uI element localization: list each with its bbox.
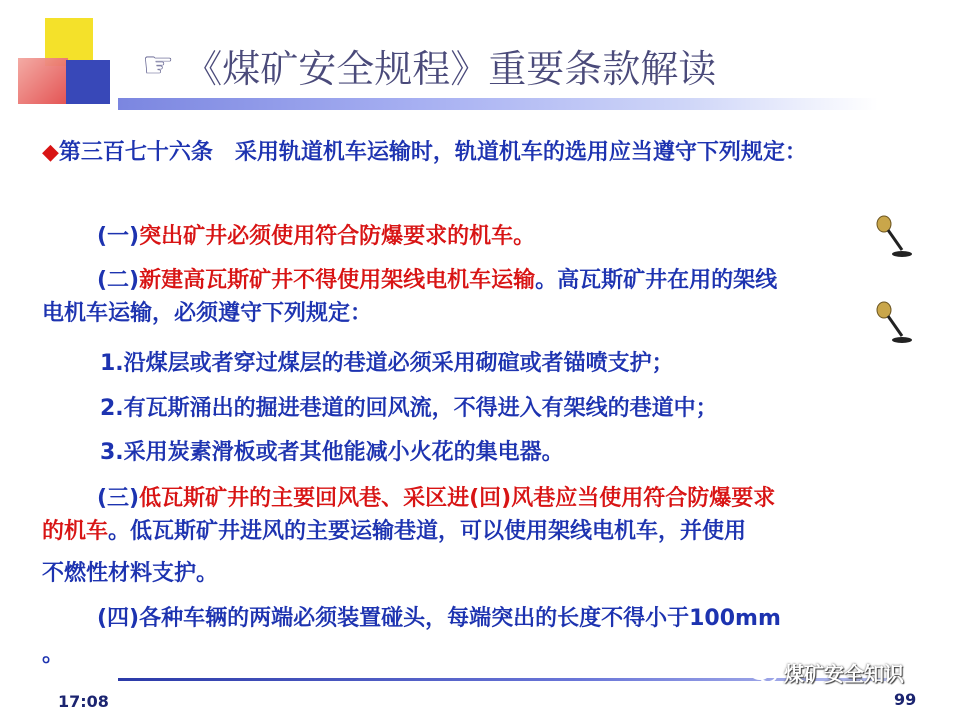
item-four-text: 各种车辆的两端必须装置碰头，每端突出的长度不得小于100mm [139, 606, 781, 631]
slide-title-text: 《煤矿安全规程》重要条款解读 [184, 46, 717, 91]
item-three [97, 482, 927, 515]
item-three-line3: 不燃性材料支护。 [42, 561, 219, 586]
microphone-icon[interactable] [872, 300, 912, 344]
item-two-blue-text: 。高瓦斯矿井在用的架线 [535, 268, 778, 293]
footer-time: 17:08 [58, 692, 109, 711]
item-one [97, 220, 897, 253]
page-number: 99 [894, 690, 917, 709]
item-three-label: (三) [97, 486, 140, 511]
item-four [97, 602, 927, 635]
decor-blue-square [66, 60, 110, 104]
diamond-bullet-icon: ◆ [42, 140, 59, 165]
item-one-label: (一) [97, 224, 140, 249]
article-text: 第三百七十六条 采用轨道机车运输时，轨道机车的选用应当遵守下列规定： [58, 140, 807, 165]
pointing-hand-icon: ☞ [142, 44, 175, 86]
wechat-icon [748, 660, 778, 686]
item-three-blue-text: 。低瓦斯矿井进风的主要运输巷道，可以使用架线电机车，并使用 [108, 519, 747, 544]
sub-item-1: 1.沿煤层或者穿过煤层的巷道必须采用砌碹或者锚喷支护； [100, 351, 674, 376]
watermark [748, 658, 904, 687]
article-heading [42, 136, 926, 169]
item-two-label: (二) [97, 268, 140, 293]
item-one-text: 突出矿井必须使用符合防爆要求的机车。 [139, 224, 536, 249]
item-four-label: (四) [97, 606, 140, 631]
watermark-text: 煤矿安全知识 [784, 662, 904, 686]
item-three-red-line2: 的机车 [42, 519, 109, 544]
sub-item-3: 3.采用炭素滑板或者其他能减小火花的集电器。 [100, 440, 564, 465]
decor-red-square [18, 58, 68, 104]
item-two-line2: 电机车运输，必须遵守下列规定： [42, 301, 373, 326]
item-two-red-text: 新建高瓦斯矿井不得使用架线电机车运输 [139, 268, 536, 293]
item-three-line2 [42, 515, 926, 548]
slide-title [142, 40, 716, 90]
item-two [97, 264, 927, 297]
item-four-line2: 。 [42, 642, 65, 667]
microphone-icon[interactable] [872, 214, 912, 258]
item-three-red-text: 低瓦斯矿井的主要回风巷、采区进(回)风巷应当使用符合防爆要求 [139, 486, 776, 511]
title-underline-bar [118, 98, 878, 110]
sub-item-2: 2.有瓦斯涌出的掘进巷道的回风流，不得进入有架线的巷道中； [100, 396, 718, 421]
